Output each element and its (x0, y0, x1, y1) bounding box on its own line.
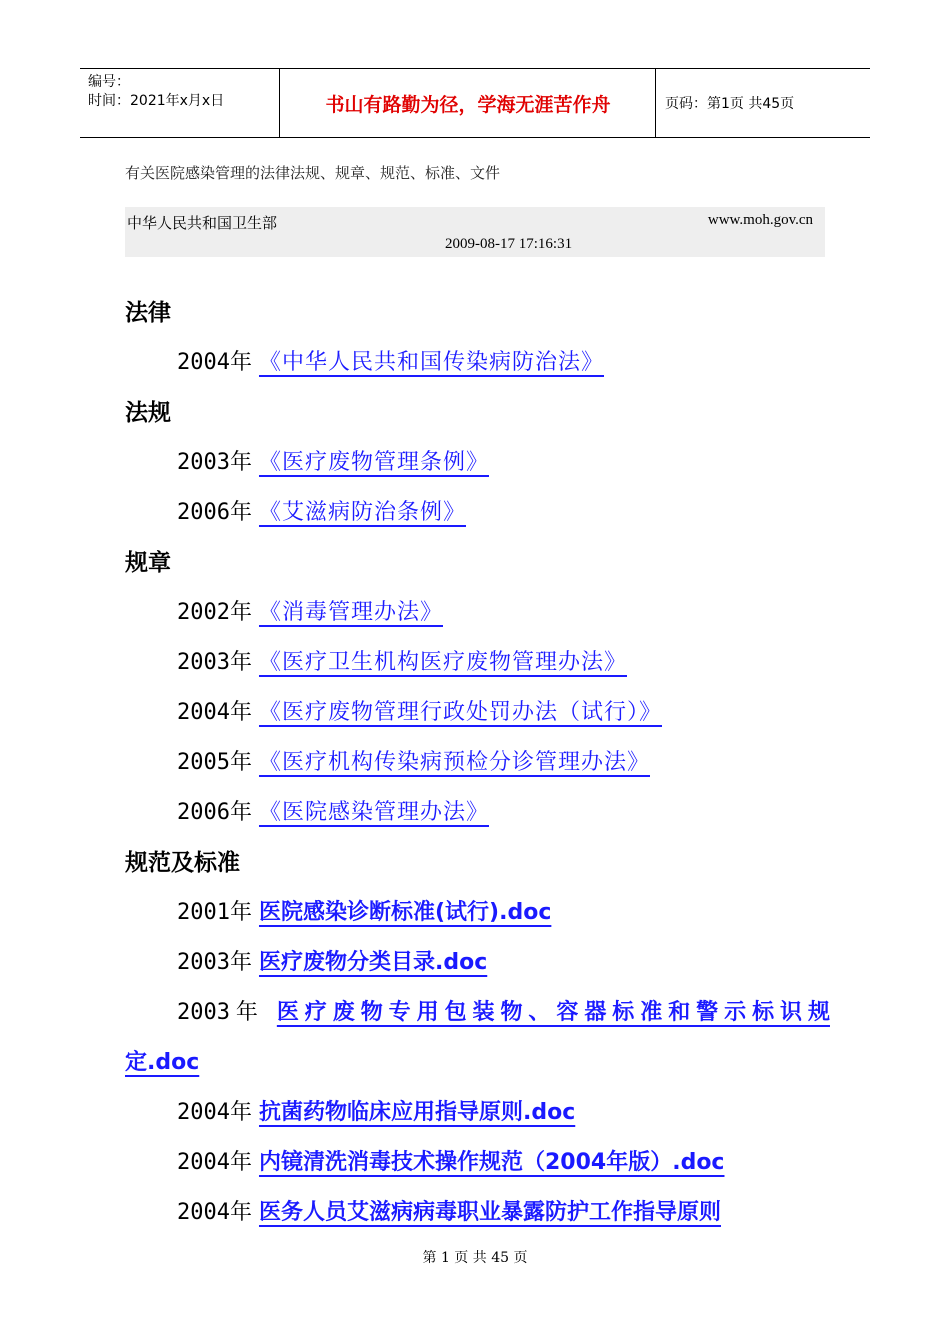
item-year: 2003年 (177, 950, 252, 975)
document-link[interactable]: 医疗废物分类目录.doc (258, 950, 488, 975)
document-body (125, 288, 830, 1238)
list-item (125, 788, 830, 838)
number-label: 编号： (88, 74, 130, 90)
document-link[interactable]: 内镜清洗消毒技术操作规范（2004年版）.doc (258, 1150, 725, 1175)
document-link[interactable]: 抗菌药物临床应用指导原则.doc (258, 1100, 576, 1125)
section-heading-rules: 规章 (125, 550, 171, 576)
list-item (125, 738, 830, 788)
document-link[interactable]: 《医疗废物管理条例》 (258, 450, 489, 475)
item-year: 2004年 (177, 1150, 252, 1175)
section-heading-standards: 规范及标准 (125, 850, 240, 876)
list-item-continuation (125, 1038, 830, 1088)
item-year: 2003年 (177, 450, 252, 475)
source-org: 中华人民共和国卫生部 (127, 214, 278, 232)
document-link[interactable]: 《艾滋病防治条例》 (258, 500, 466, 525)
document-link[interactable]: 定.doc (125, 1050, 200, 1075)
document-link[interactable]: 《医疗废物管理行政处罚办法（试行）》 (258, 700, 662, 725)
source-timestamp: 2009-08-17 17:16:31 (445, 236, 573, 252)
source-bar (125, 207, 825, 257)
list-item (125, 888, 830, 938)
item-year: 2004年 (177, 350, 252, 375)
list-item (125, 488, 830, 538)
document-title: 有关医院感染管理的法律法规、规章、规范、标准、文件 (125, 164, 501, 182)
document-link[interactable]: 《医院感染管理办法》 (258, 800, 489, 825)
list-item (125, 688, 830, 738)
item-year: 2004年 (177, 1200, 252, 1225)
item-year: 2003年 (177, 1000, 264, 1025)
document-link[interactable]: 医疗废物专用包装物、容器标准和警示标识规 (276, 1000, 830, 1025)
item-year: 2001年 (177, 900, 252, 925)
item-year: 2006年 (177, 500, 252, 525)
item-year: 2006年 (177, 800, 252, 825)
list-item (125, 1188, 830, 1238)
item-year: 2004年 (177, 700, 252, 725)
document-link[interactable]: 医院感染诊断标准(试行).doc (258, 900, 552, 925)
source-url: www.moh.gov.cn (707, 212, 813, 228)
list-item (125, 988, 830, 1038)
document-link[interactable]: 《医疗机构传染病预检分诊管理办法》 (258, 750, 650, 775)
document-link[interactable]: 医务人员艾滋病病毒职业暴露防护工作指导原则 (258, 1200, 721, 1225)
list-item (125, 1138, 830, 1188)
motto: 书山有路勤为径，学海无涯苦作舟 (281, 69, 656, 137)
document-link[interactable]: 《中华人民共和国传染病防治法》 (258, 350, 604, 375)
list-item (125, 638, 830, 688)
document-link[interactable]: 《消毒管理办法》 (258, 600, 443, 625)
page-footer: 第 1 页 共 45 页 (422, 1250, 528, 1266)
header-table (80, 68, 870, 138)
header-meta (80, 69, 280, 137)
section-heading-law: 法律 (125, 300, 171, 326)
list-item (125, 1088, 830, 1138)
time-label: 时间：2021年x月x日 (88, 93, 225, 109)
page-code: 页码：第1页 共45页 (665, 96, 795, 112)
list-item (125, 588, 830, 638)
section-heading-regulations: 法规 (125, 400, 171, 426)
item-year: 2004年 (177, 1100, 252, 1125)
item-year: 2002年 (177, 600, 252, 625)
item-year: 2005年 (177, 750, 252, 775)
list-item (125, 438, 830, 488)
list-item (125, 338, 830, 388)
document-link[interactable]: 《医疗卫生机构医疗废物管理办法》 (258, 650, 627, 675)
item-year: 2003年 (177, 650, 252, 675)
list-item (125, 938, 830, 988)
